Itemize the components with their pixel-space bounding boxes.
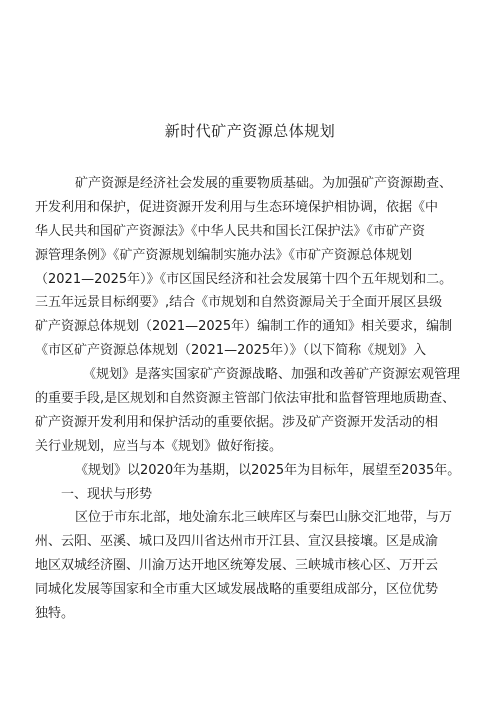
text-line: （2021—2025年）》《市区国民经济和社会发展第十四个五年规划和二。 <box>35 271 453 287</box>
text-line: 三五年远景目标纲要》,结合《市规划和自然资源局关于全面开展区县级 <box>35 295 443 311</box>
text-line: 源管理条例》《矿产资源规划编制实施办法》《市矿产资源总体规划 <box>35 247 413 263</box>
text-line: 地区双城经济圈、川渝万达开地区统筹发展、三峡城市核心区、万开云 <box>35 558 439 574</box>
text-line: 州、云阳、巫溪、城口及四川省达州市开江县、宣汉县接壤。区是成渝 <box>35 534 439 550</box>
document-body <box>35 172 467 626</box>
text-line: 矿产资源是经济社会发展的重要物质基础。为加强矿产资源勘查、 <box>75 176 453 191</box>
text-line: 《规划》是落实国家矿产资源战略、加强和改善矿产资源宏观管理 <box>83 367 461 383</box>
text-line: 《规划》以2020年为基期，以2025年为目标年，展望至2035年。 <box>75 462 461 478</box>
text-line: 矿产资源总体规划（2021—2025年）编制工作的通知》相关要求，编制 <box>35 319 453 335</box>
section-heading: 一、现状与形势 <box>61 486 153 502</box>
page-title: 新时代矿产资源总体规划 <box>164 122 336 140</box>
text-line: 华人民共和国矿产资源法》《中华人民共和国长江保护法》《市矿产资 <box>35 223 426 239</box>
text-line: 同城化发展等国家和全市重大区域发展战略的重要组成部分，区位优势 <box>35 582 439 598</box>
text-line: 独特。 <box>35 606 75 622</box>
text-line: 关行业规划，应当与本《规划》做好衔接。 <box>35 438 283 454</box>
text-line: 的重要手段,是区规划和自然资源主管部门依法审批和监督管理地质勘查、 <box>35 391 456 407</box>
text-line: 区位于市东北部，地处渝东北三峡库区与秦巴山脉交汇地带，与万 <box>75 510 453 526</box>
text-line: 矿产资源开发利用和保护活动的重要依据。涉及矿产资源开发活动的相 <box>35 414 439 430</box>
text-line: 《市区矿产资源总体规划（2021—2025年）》（以下简称《规划》入 <box>35 343 427 359</box>
text-line: 开发利用和保护，促进资源开发利用与生态环境保护相协调，依据《中 <box>35 199 439 215</box>
